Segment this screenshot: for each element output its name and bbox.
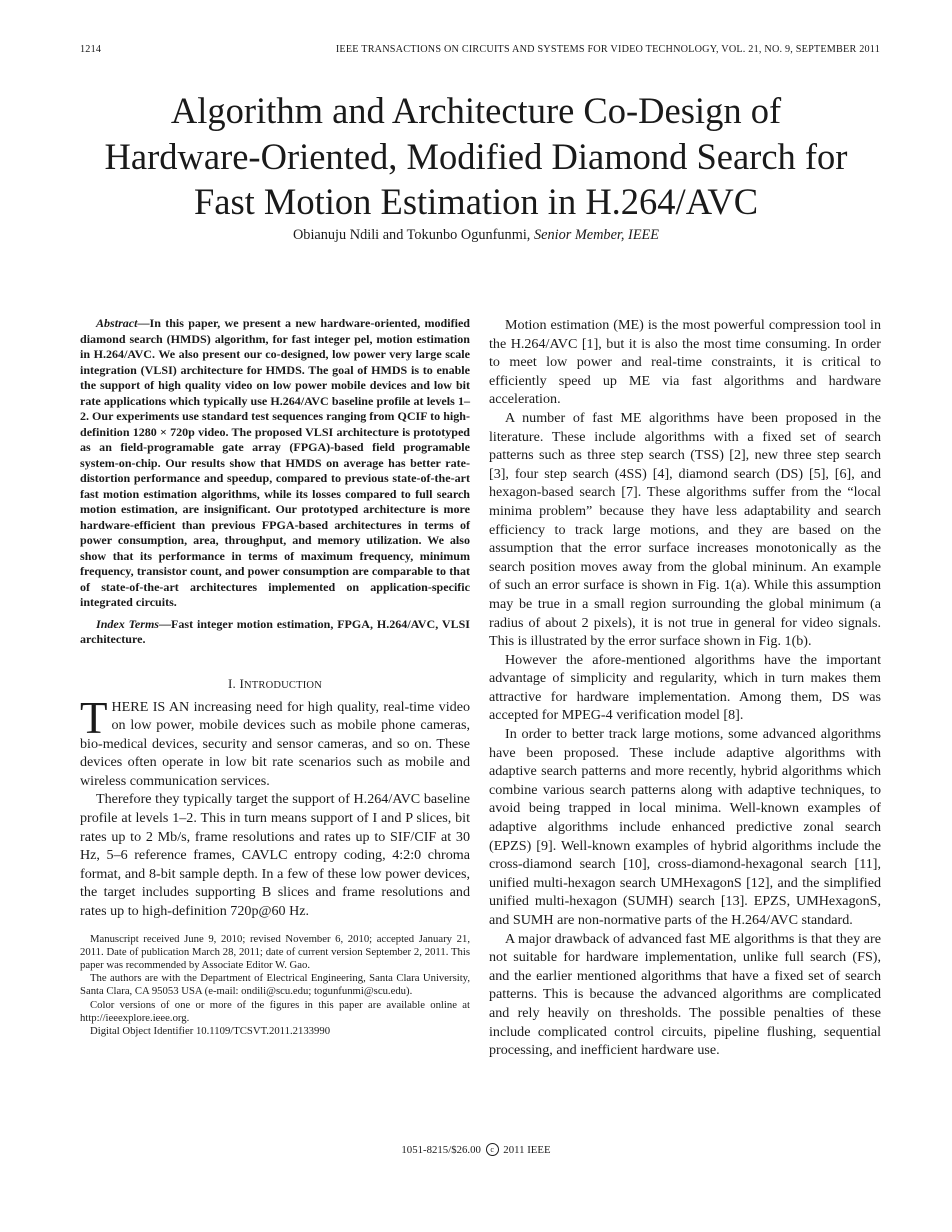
right-paragraph-4: In order to better track large motions, some advanced algorithms have been proposed. These include adaptive algorithms with adaptive search patterns and more recently, hybrid algorithms which combine various search patterns along with adaptive techniques, to avoid being trapped in local minima. Well-known examples of adaptive algorithms include enhanced predictive zonal search (EPZS) [9]. Well-known examples of hybrid algorithms include the cross-diamond search [10], cross-diamond-hexagonal search [11], unified multi-hexagon search UMHexagonS [12], and the simplified unified multi-hexagon (SUMH) search [13]. EPZS, UMHexagonS, and SUMH are non-normative parts of the H.264/AVC standard. bbox=[489, 726, 881, 928]
index-terms-text: —Fast integer motion estimation, FPGA, H.264/AVC, VLSI architecture. bbox=[80, 616, 470, 646]
drop-cap: T bbox=[80, 692, 108, 743]
author-role: Senior Member, IEEE bbox=[533, 227, 660, 243]
paper-title bbox=[40, 88, 912, 225]
intro-paragraph-2: Therefore they typically target the support of H.264/AVC baseline profile at levels 1–2. This in turn means support of I and P slices, bit rates up to 2 Mb/s, frame resolutions and rates up to SIF/CIF at 30 Hz, 5–6 reference frames, CAVLC entropy coding, 4:2:0 chroma format, and 8-bit sample depth. In a few of these low power devices, the target includes supporting B slices and frame resolutions and rates up to high-definition 720p@60 Hz. bbox=[80, 791, 470, 920]
copyright-year: 2011 IEEE bbox=[503, 1144, 551, 1156]
right-column bbox=[489, 316, 881, 1060]
section-heading-introduction: I. INTRODUCTION bbox=[228, 675, 322, 691]
title-line-1: Algorithm and Architecture Co-Design of bbox=[170, 90, 782, 131]
abstract-text: —In this paper, we present a new hardware-oriented, modified diamond search (HMDS) algorithm, for fast integer pel, motion estimation in H.264/AVC. We also present our co-designed, low power very large scale integration (VLSI) architecture for HMDS. The goal of HMDS is to enable the support of high quality video on low power mobile devices and low bit rate applications which typically use H.264/AVC baseline profile at levels 1–2. Our experiments use standard test sequences ranging from QCIF to high-definition 1280 × 720p video. The proposed VLSI architecture is prototyped as an field-programable gate array (FPGA)-based field programable system-on-chip. Our results show that HMDS on average has better rate-distortion performance and speedup, compared to previous state-of-the-art fast motion estimation algorithms, while its losses compared to full search motion estimation, are insignificant. Our prototyped architecture is more hardware-efficient than previous FPGA-based architectures in terms of power consumption, area, throughput, and memory utilization. We also show that its performance in terms of maximum frequency, minimum frequency, transistor count, and power consumption are comparable to that of state-of-the-art architectures implemented on application-specific integrated circuits. bbox=[80, 316, 470, 609]
footnotes bbox=[80, 933, 470, 1039]
footnote-doi: Digital Object Identifier 10.1109/TCSVT.2011.2133990 bbox=[90, 1025, 331, 1038]
page-number: 1214 bbox=[80, 44, 102, 55]
copyright-footer bbox=[0, 1143, 952, 1156]
footnote-manuscript: Manuscript received June 9, 2010; revised November 6, 2010; accepted January 21, 2011. Date of publication March 28, 2011; date of current version September 2, 2011. This paper was recommended by Associate Editor W. Gao. bbox=[80, 932, 470, 972]
index-terms-label: Index Terms bbox=[96, 616, 159, 631]
journal-name: IEEE TRANSACTIONS ON CIRCUITS AND SYSTEMS FOR VIDEO TECHNOLOGY, VOL. 21, NO. 9, SEPTEMBER 2011 bbox=[335, 44, 880, 55]
index-terms bbox=[80, 617, 470, 648]
author-line bbox=[40, 227, 912, 244]
intro-paragraph-1: THERE IS AN increasing need for high quality, real-time video on low power, mobile devices such as mobile phone cameras, bio-medical devices, security and sensor cameras, and so on. These devices often operate in low bit rate scenarios such as mobile and wireless communication services. bbox=[80, 692, 470, 789]
abstract-label: Abstract bbox=[96, 316, 138, 330]
title-line-2: Hardware-Oriented, Modified Diamond Search for bbox=[104, 135, 848, 177]
right-paragraph-3: However the afore-mentioned algorithms have the important advantage of simplicity and regularity, which in turn makes them attractive for hardware implementation. Among them, DS was accepted for MPEG-4 verification model [8]. bbox=[489, 651, 881, 724]
right-paragraph-1: Motion estimation (ME) is the most powerful compression tool in the H.264/AVC [1], but it is also the most time consuming. In order to meet low power and real-time constraints, it is critical to efficiently speed up ME via fast algorithms and hardware acceleration. bbox=[489, 317, 881, 408]
intro-lead-caps: HERE IS AN bbox=[111, 698, 190, 715]
left-column bbox=[80, 316, 470, 1038]
title-line-3: Fast Motion Estimation in H.264/AVC bbox=[193, 181, 759, 222]
footnote-authors: The authors are with the Department of Electrical Engineering, Santa Clara University, Santa Clara, CA 95053 USA (e-mail: ondili@scu.edu; togunfunmi@scu.edu). bbox=[80, 972, 470, 998]
abstract bbox=[80, 316, 470, 611]
right-paragraph-5: A major drawback of advanced fast ME algorithms is that they are not suitable for hardware implementation, unlike full search (FS), and the earlier mentioned algorithms that have a fixed set of search patterns. This is because the advanced algorithms are complicated and rely heavily on thresholds. The possible penalties of these include complicated control circuits, pipeline flushing, sequential processing, and inefficient hardware use. bbox=[489, 930, 881, 1059]
author-names: Obianuju Ndili and Tokunbo Ogunfunmi, bbox=[292, 227, 531, 243]
right-paragraph-2: A number of fast ME algorithms have been proposed in the literature. These include algorithms with a fixed set of search patterns such as three step search (TSS) [2], new three step search [3], four step search (4SS) [4], diamond search (DS) [5], [6], and hexagon-based search [7]. These algorithms suffer from the “local minima problem” because they have less adaptability and search efficiency to track large motions, and they are based on the assumption that the error surface increases monotonically as the search position moves away from the global mininum. An example of such an error surface is shown in Fig. 1(a). While this assumption may be true in a small region surrounding the global minimum (a radius of about 2 pixels), it is not true in general for video signals. This is illustrated by the error surface shown in Fig. 1(b). bbox=[489, 409, 881, 650]
running-header bbox=[80, 44, 880, 60]
copyright-icon: c bbox=[486, 1143, 499, 1156]
issn-price: 1051-8215/$26.00 bbox=[401, 1144, 481, 1156]
footnote-color: Color versions of one or more of the figures in this paper are available online at http://ieeexplore.ieee.org. bbox=[80, 998, 470, 1024]
